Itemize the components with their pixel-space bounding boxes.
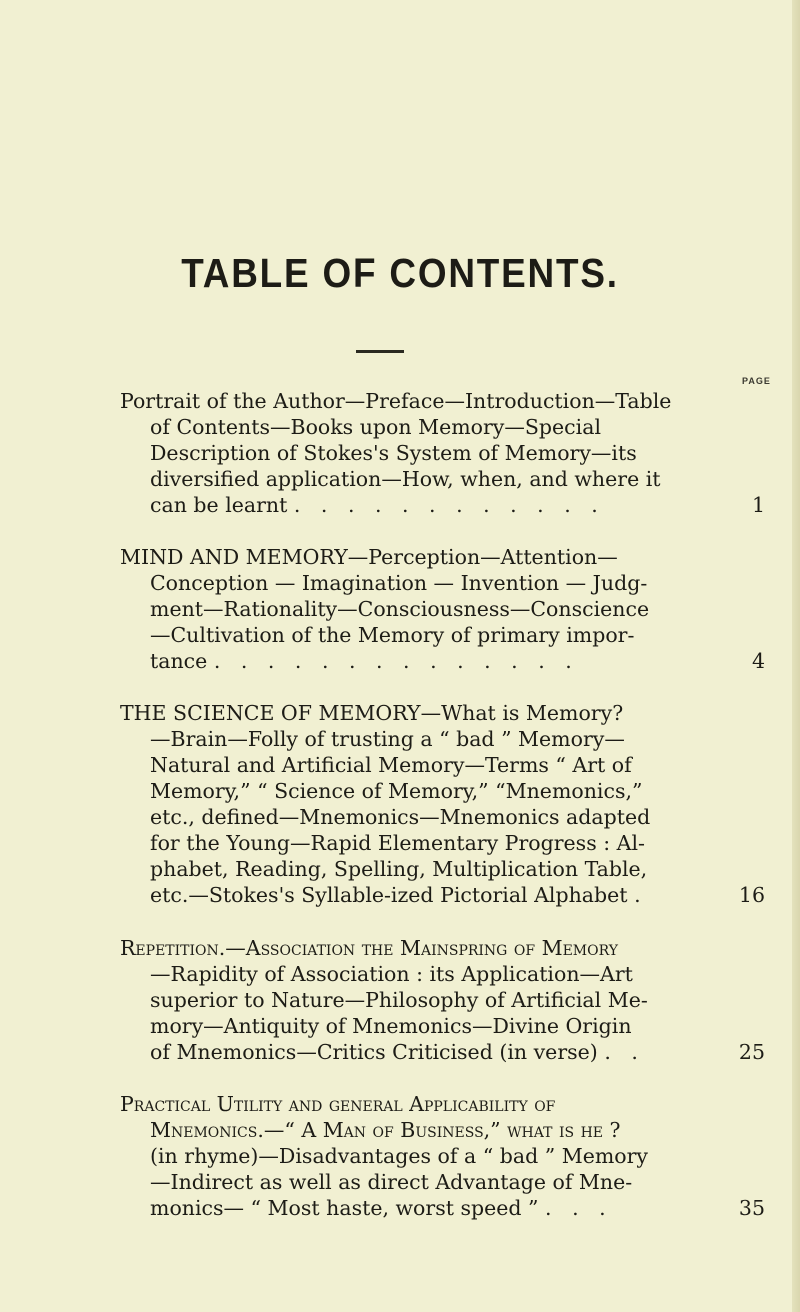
page-number: 35 bbox=[738, 1196, 765, 1220]
toc-entry-line: Memory,” “ Science of Memory,” “Mnemonics,” bbox=[150, 779, 643, 803]
toc-entry-line: diversified application—How, when, and where it bbox=[150, 467, 661, 491]
toc-entry-last-line bbox=[120, 492, 765, 518]
toc-entry-line: Conception — Imagination — Invention — Judg- bbox=[150, 571, 648, 595]
toc-entry-line: (in rhyme)—Disadvantages of a “ bad ” Memory bbox=[150, 1144, 648, 1168]
toc-entry-line: THE SCIENCE OF MEMORY—What is Memory? bbox=[120, 701, 624, 725]
toc-entry-line: —Rapidity of Association : its Application—Art bbox=[150, 962, 633, 986]
dot-leader: . . . . . . . . . . . . bbox=[293, 493, 605, 517]
toc-entry-4 bbox=[120, 935, 765, 1065]
toc-entry-5 bbox=[120, 1091, 765, 1221]
dot-leader: . . . bbox=[545, 1196, 613, 1220]
toc-entry-line: etc., defined—Mnemonics—Mnemonics adapted bbox=[150, 805, 651, 829]
toc-entry-line: phabet, Reading, Spelling, Multiplication Table, bbox=[150, 857, 648, 881]
toc-entry-line: monics— “ Most haste, worst speed ” bbox=[150, 1196, 539, 1220]
page-title: TABLE OF CONTENTS. bbox=[181, 250, 619, 296]
toc-entry-line: mory—Antiquity of Mnemonics—Divine Origin bbox=[150, 1014, 632, 1038]
page-number: 25 bbox=[738, 1040, 765, 1064]
toc-entry-line: —Indirect as well as direct Advantage of Mne- bbox=[150, 1170, 633, 1194]
toc-entry-line: Portrait of the Author—Preface—Introduction—Table bbox=[120, 389, 672, 413]
toc-entry-2 bbox=[120, 544, 765, 674]
toc-entry-line: for the Young—Rapid Elementary Progress : Al- bbox=[150, 831, 645, 855]
toc-entry-line: superior to Nature—Philosophy of Artificial Me- bbox=[150, 988, 648, 1012]
toc-entry-line: —Brain—Folly of trusting a “ bad ” Memory— bbox=[150, 727, 625, 751]
page-edge bbox=[792, 0, 800, 1312]
toc-entry-last-line bbox=[120, 1039, 765, 1065]
page-column-label: PAGE bbox=[742, 376, 771, 386]
dot-leader: . . bbox=[604, 1040, 645, 1064]
page-number: 1 bbox=[751, 493, 765, 517]
toc-entry-line: Natural and Artificial Memory—Terms “ Art of bbox=[150, 753, 632, 777]
toc-entry-3 bbox=[120, 700, 765, 908]
dot-leader: . . . . . . . . . . . . . . bbox=[213, 649, 579, 673]
title-rule bbox=[356, 350, 404, 353]
page-number: 16 bbox=[738, 883, 765, 907]
toc-entry-line: ment—Rationality—Consciousness—Conscience bbox=[150, 597, 650, 621]
toc-entry-line bbox=[120, 1117, 745, 1143]
toc-entry-line: Description of Stokes's System of Memory—its bbox=[150, 441, 637, 465]
toc-entry-line: can be learnt bbox=[150, 493, 288, 517]
toc-entry-line-text: Mnemonics.—“ A Man of Business,” what is he ? bbox=[150, 1118, 621, 1142]
toc-entry-line: Repetition.—Association the Mainspring of Memory bbox=[120, 936, 618, 960]
toc-entry-line: tance bbox=[150, 649, 208, 673]
toc-entry-line: etc.—Stokes's Syllable-ized Pictorial Alphabet bbox=[150, 883, 628, 907]
toc-entry-last-line bbox=[120, 648, 765, 674]
dot-leader: . bbox=[634, 883, 648, 907]
toc-entry-1 bbox=[120, 388, 765, 518]
toc-entry-line: MIND AND MEMORY—Perception—Attention— bbox=[120, 545, 618, 569]
page-number: 4 bbox=[751, 649, 765, 673]
toc-entry-line: of Contents—Books upon Memory—Special bbox=[150, 415, 601, 439]
toc-entry-line: of Mnemonics—Critics Criticised (in verse) bbox=[150, 1040, 598, 1064]
toc-entry-line: Practical Utility and general Applicability of bbox=[120, 1092, 556, 1116]
toc-entry-last-line bbox=[120, 1195, 765, 1221]
toc-entry-last-line bbox=[120, 882, 765, 908]
toc-entry-line: —Cultivation of the Memory of primary impor- bbox=[150, 623, 635, 647]
